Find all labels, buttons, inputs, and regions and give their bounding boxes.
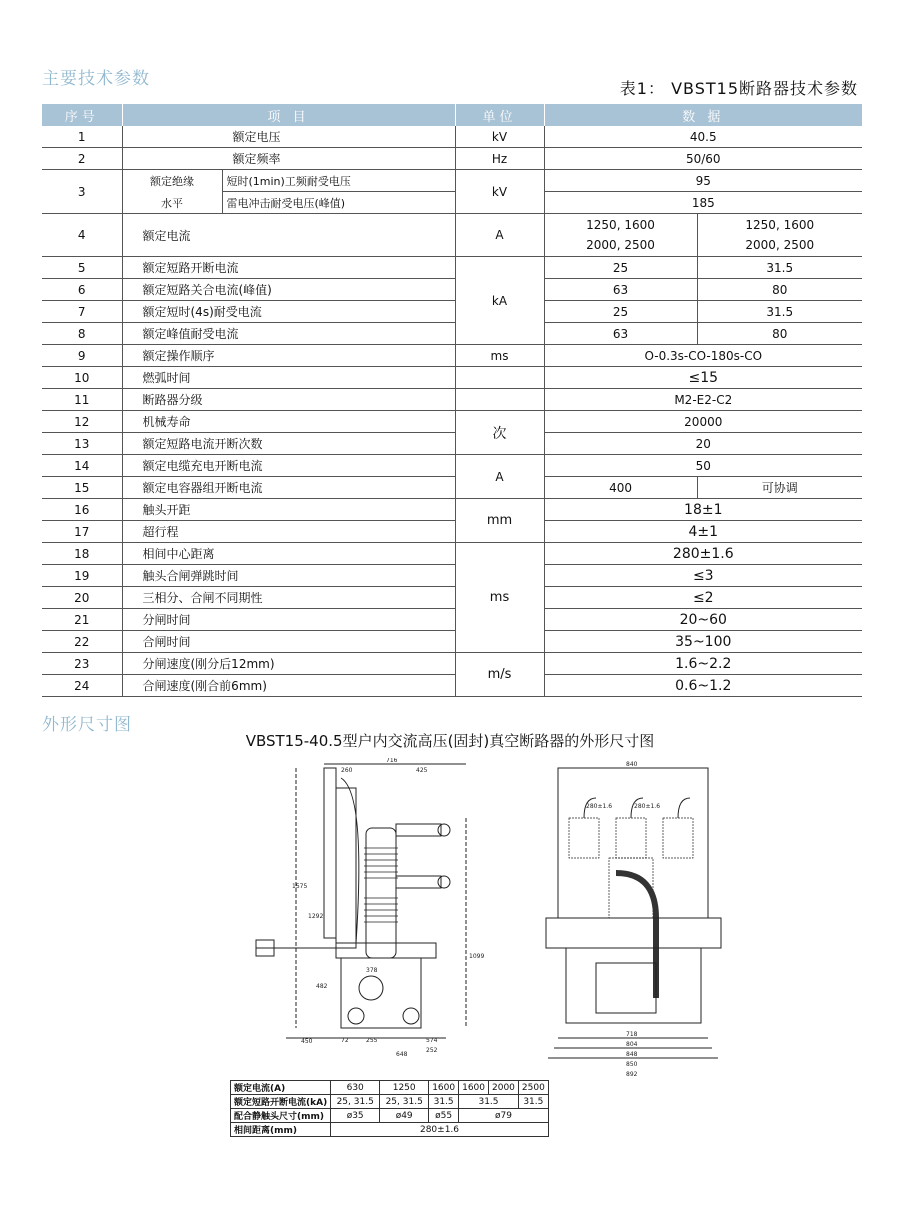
- dim-side-574: 574: [426, 1037, 438, 1044]
- table-row: 9 额定操作顺序 ms O-0.3s-CO-180s-CO: [42, 345, 862, 367]
- spec-table: [42, 104, 862, 697]
- table-row: 8 额定峰值耐受电流 63 80: [42, 323, 862, 345]
- table-row: 5 额定短路开断电流 kA 25 31.5: [42, 257, 862, 279]
- table-row: 相间距离(mm) 280±1.6: [231, 1123, 549, 1137]
- dim-side-378: 378: [366, 967, 378, 974]
- dim-front-850: 850: [626, 1061, 638, 1068]
- current-dimension-table: [230, 1080, 549, 1137]
- dim-front-718: 718: [626, 1031, 638, 1038]
- dim-side-1575: 1575: [292, 883, 308, 890]
- dim-side-72: 72: [341, 1037, 349, 1044]
- dim-side-648: 648: [396, 1051, 408, 1058]
- section-title-dimensions: 外形尺寸图: [42, 715, 132, 735]
- dim-side-1099: 1099: [469, 953, 485, 960]
- table-row: 20 三相分、合闸不同期性 ≤2: [42, 587, 862, 609]
- dim-side-260: 260: [341, 767, 353, 774]
- header-unit: 单位: [455, 104, 544, 126]
- header-data: 数 据: [544, 104, 862, 126]
- dim-side-425: 425: [416, 767, 428, 774]
- dim-front-pitch-2: 280±1.6: [634, 803, 661, 810]
- table-row: 7 额定短时(4s)耐受电流 25 31.5: [42, 301, 862, 323]
- dim-side-716: 716: [386, 758, 398, 764]
- drawing-title: VBST15-40.5型户内交流高压(固封)真空断路器的外形尺寸图: [245, 732, 655, 750]
- table-row: 16 触头开距 mm 18±1: [42, 499, 862, 521]
- table-row: 13 额定短路电流开断次数 20: [42, 433, 862, 455]
- header-item: 项 目: [122, 104, 455, 126]
- dim-side-255: 255: [366, 1037, 378, 1044]
- table-row: 22 合闸时间 35~100: [42, 631, 862, 653]
- table-row: 3 额定绝缘 水平 短时(1min)工频耐受电压 kV 95: [42, 170, 862, 192]
- table-row: 11 断路器分级 M2-E2-C2: [42, 389, 862, 411]
- front-plate: [558, 768, 708, 918]
- dim-front-pitch-1: 280±1.6: [586, 803, 613, 810]
- table-row: 17 超行程 4±1: [42, 521, 862, 543]
- side-frame-plate: [324, 768, 336, 938]
- dim-side-252: 252: [426, 1047, 438, 1054]
- header-no: 序号: [42, 104, 122, 126]
- table-row: 21 分闸时间 20~60: [42, 609, 862, 631]
- section-title-parameters: 主要技术参数: [42, 69, 150, 89]
- table-row: 14 额定电缆充电开断电流 A 50: [42, 455, 862, 477]
- table-header-row: [42, 104, 862, 126]
- table-row: 6 额定短路关合电流(峰值) 63 80: [42, 279, 862, 301]
- dimension-drawing: [236, 758, 736, 1078]
- table-row: 额定电流(A) 630 1250 1600 1600 2000 2500: [231, 1081, 549, 1095]
- table-row: 配合静触头尺寸(mm) ø35 ø49 ø55 ø79: [231, 1109, 549, 1123]
- dim-side-1292: 1292: [308, 913, 324, 920]
- table-row: 雷电冲击耐受电压(峰值) 185: [42, 192, 862, 214]
- table-row: 2 额定频率 Hz 50/60: [42, 148, 862, 170]
- dim-front-892: 892: [626, 1071, 638, 1078]
- dim-front-804: 804: [626, 1041, 638, 1048]
- table-row: 15 额定电容器组开断电流 400 可协调: [42, 477, 862, 499]
- table-row: 4 额定电流 A 1250, 1600 2000, 2500 1250, 1600 2000, 2500: [42, 214, 862, 257]
- table-row: 额定短路开断电流(kA) 25, 31.5 25, 31.5 31.5 31.5 31.5: [231, 1095, 549, 1109]
- table-caption: 表1： VBST15断路器技术参数: [619, 79, 858, 98]
- table-row: 24 合闸速度(刚合前6mm) 0.6~1.2: [42, 675, 862, 697]
- dim-side-482: 482: [316, 983, 328, 990]
- table-row: 23 分闸速度(刚分后12mm) m/s 1.6~2.2: [42, 653, 862, 675]
- table-row: 18 相间中心距离 ms 280±1.6: [42, 543, 862, 565]
- table-row: 10 燃弧时间 ≤15: [42, 367, 862, 389]
- table-row: 1 额定电压 kV 40.5: [42, 126, 862, 148]
- dim-side-450: 450: [301, 1038, 313, 1045]
- dim-front-848: 848: [626, 1051, 638, 1058]
- dim-front-840: 840: [626, 761, 638, 768]
- table-row: 12 机械寿命 次 20000: [42, 411, 862, 433]
- table-row: 19 触头合闸弹跳时间 ≤3: [42, 565, 862, 587]
